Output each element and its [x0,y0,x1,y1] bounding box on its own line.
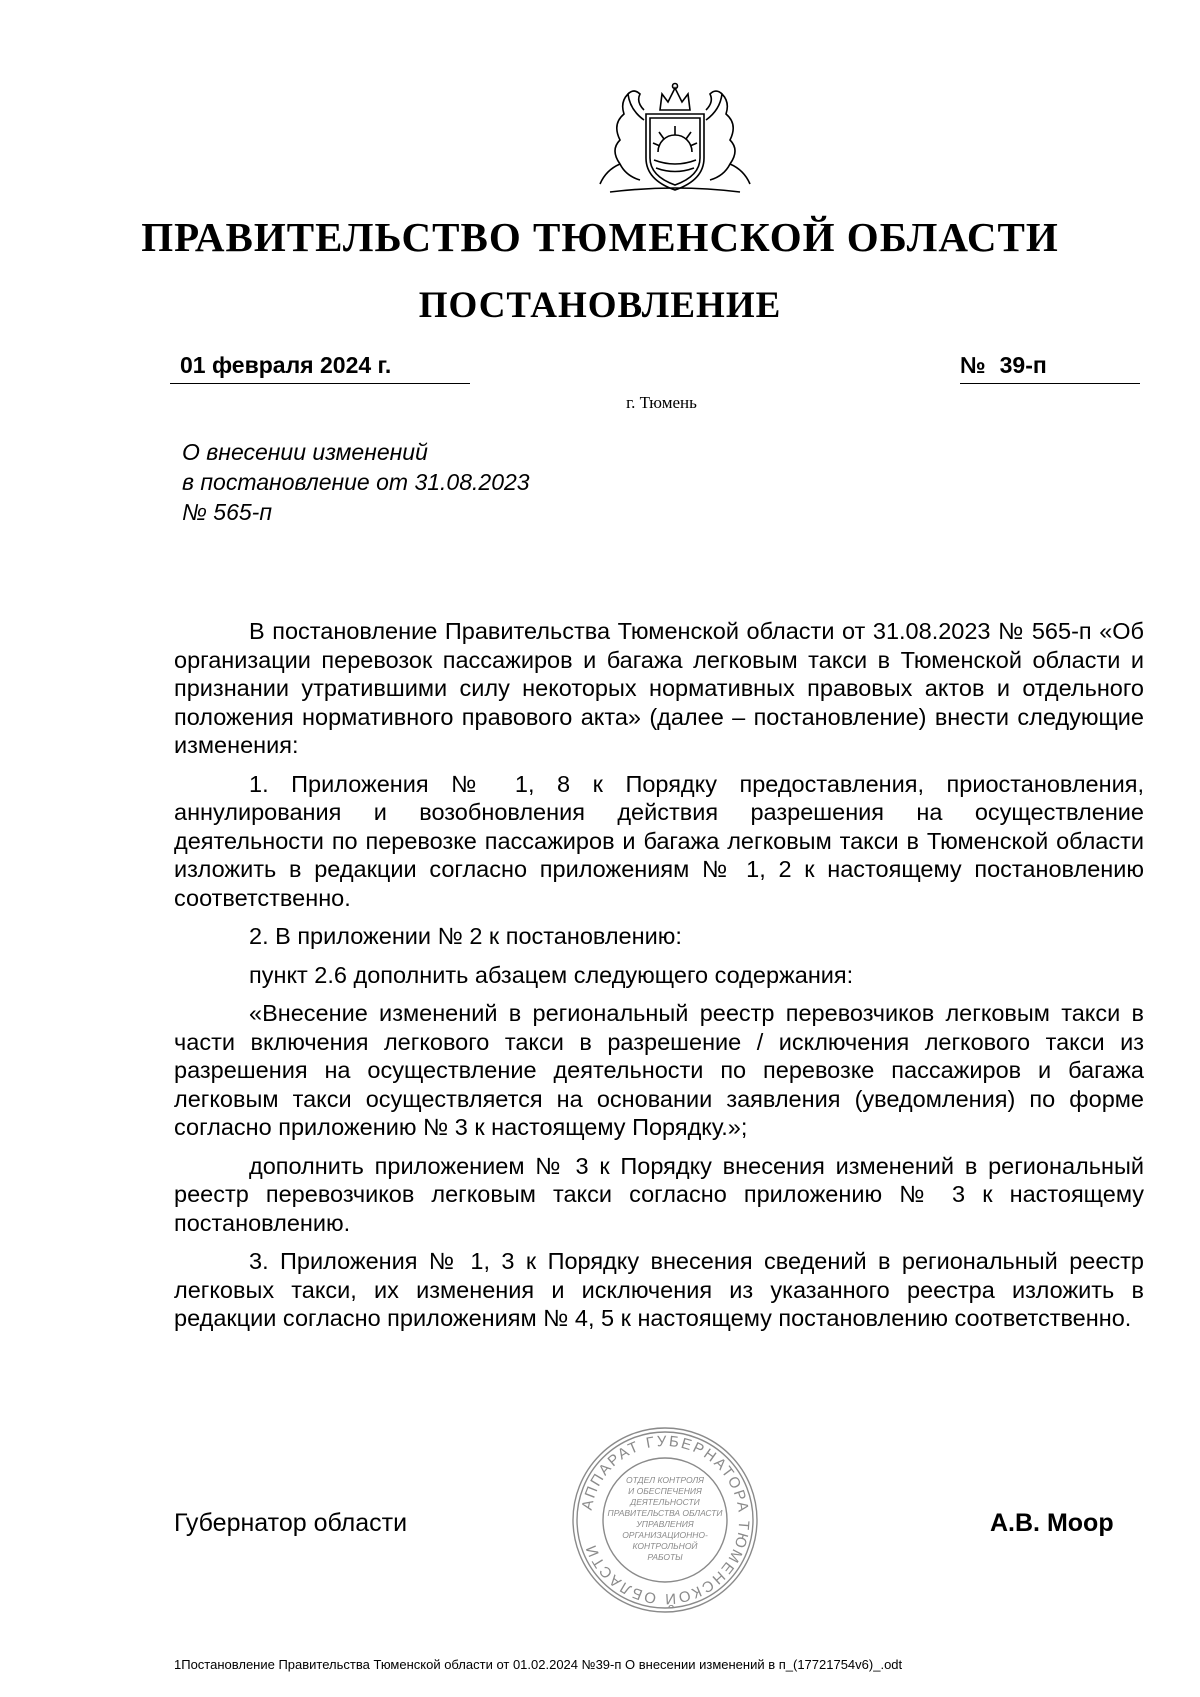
stamp-ring-text: АППАРАТ ГУБЕРНАТОРА ТЮМЕНСКОЙ ОБЛАСТИ [578,1432,753,1608]
number-sign: № [960,352,986,378]
stamp-inner-line: ОРГАНИЗАЦИОННО- [622,1530,708,1540]
stamp-inner-line: РАБОТЫ [647,1552,683,1562]
body-paragraph: 1. Приложения № 1, 8 к Порядку предоставления, приостановления, аннулирования и возобновления действия разрешения на осуществление деятельности по перевозке пассажиров и багажа легковым такси в Тюменской области изложить в редакции согласно приложениям № 1, 2 к настоящему постановлению соответственно. [174,770,1144,911]
number-value: 39-п [999,352,1047,378]
body-paragraph: 2. В приложении № 2 к постановлению: [249,923,682,949]
stamp-inner-line: КОНТРОЛЬНОЙ [632,1541,698,1551]
document-number [960,352,1140,384]
stamp-inner-line: ДЕЯТЕЛЬНОСТИ [630,1497,700,1507]
body-paragraph: пункт 2.6 дополнить абзацем следующего содержания: [249,961,854,988]
stamp-inner-line: ОТДЕЛ КОНТРОЛЯ [626,1475,704,1485]
official-stamp [570,1425,760,1615]
document-type: ПОСТАНОВЛЕНИЕ [418,285,782,326]
document-date: 01 февраля 2024 г. [170,352,470,384]
body-paragraph: В постановление Правительства Тюменской области от 31.08.2023 № 565-п «Об организации перевозок пассажиров и багажа легковым такси в Тюменской области и признании утратившими силу некоторых нормативных правовых актов и отдельного положения нормативного правового акта» (далее – постановление) внести следующие изменения: [174,618,1144,758]
signer-name: А.В. Моор [990,1509,1114,1537]
stamp-inner-line: УПРАВЛЕНИЯ [636,1519,694,1529]
document-footer: 1Постановление Правительства Тюменской области от 01.02.2024 №39-п О внесении изменений в п_(17721754v6)_.odt [174,1657,903,1672]
document-body [174,617,1144,1343]
document-subject [182,437,632,527]
stamp-inner-line: ПРАВИТЕЛЬСТВА ОБЛАСТИ [607,1508,723,1518]
subject-line: в постановление от 31.08.2023 [182,469,530,495]
subject-line: № 565-п [182,499,272,525]
coat-of-arms-icon [590,80,760,198]
signer-role: Губернатор области [174,1509,408,1537]
body-paragraph: 3. Приложения № 1, 3 к Порядку внесения сведений в региональный реестр легковых такси, их изменения и исключения из указанного реестра изложить в редакции согласно приложениям № 4, 5 к настоящему постановлению соответственно. [174,1248,1144,1331]
city: г. Тюмень [626,393,697,412]
body-paragraph: дополнить приложением № 3 к Порядку внесения изменений в региональный реестр перевозчиков легковым такси согласно приложению № 3 к настоящему постановлению. [174,1152,1144,1236]
government-title: ПРАВИТЕЛЬСТВО ТЮМЕНСКОЙ ОБЛАСТИ [141,214,1059,260]
subject-line: О внесении изменений [182,439,428,465]
body-paragraph: «Внесение изменений в региональный реестр перевозчиков легковым такси в части включения легкового такси в разрешение / исключения легкового такси из разрешения на осуществление деятельности по перевозке пассажиров и багажа легковым такси осуществляется на основании заявления (уведомления) по форме согласно приложению № 3 к настоящему Порядку.»; [174,1000,1144,1140]
stamp-inner-line: И ОБЕСПЕЧЕНИЯ [628,1486,702,1496]
